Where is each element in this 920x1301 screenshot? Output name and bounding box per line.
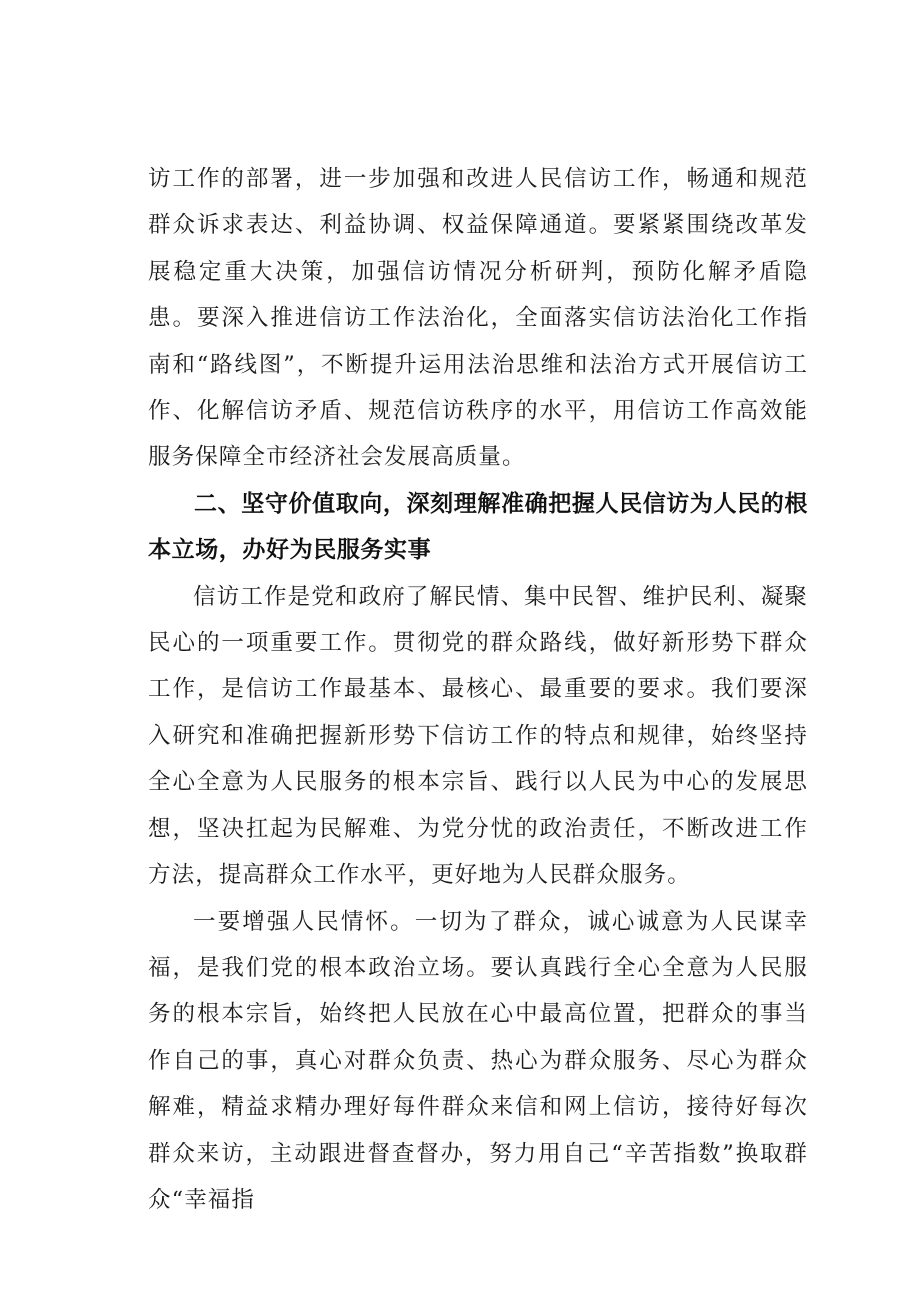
section-heading: 二、坚守价值取向，深刻理解准确把握人民信访为人民的根本立场，办好为民服务实事	[148, 490, 808, 564]
body-paragraph-2: 信访工作是党和政府了解民情、集中民智、维护民利、凝聚民心的一项重要工作。贯彻党的群众路线，做好新形势下群众工作，是信访工作最基本、最核心、最重要的要求。我们要深入研究和准确把握新形势下信访工作的特点和规律，始终坚持全心全意为人民服务的根本宗旨、践行以人民为中心的发展思想，坚决扛起为民解难、为党分忧的政治责任，不断改进工作方法，提高群众工作水平，更好地为人民群众服务。	[148, 583, 808, 889]
document-body	[148, 156, 808, 1223]
body-paragraph-1: 访工作的部署，进一步加强和改进人民信访工作，畅通和规范群众诉求表达、利益协调、权益保障通道。要紧紧围绕改革发展稳定重大决策，加强信访情况分析研判，预防化解矛盾隐患。要深入推进信访工作法治化，全面落实信访法治化工作指南和“路线图”，不断提升运用法治思维和法治方式开展信访工作、化解信访矛盾、规范信访秩序的水平，用信访工作高效能服务保障全市经济社会发展高质量。	[148, 166, 808, 471]
body-paragraph-3: 一要增强人民情怀。一切为了群众，诚心诚意为人民谋幸福，是我们党的根本政治立场。要认真践行全心全意为人民服务的根本宗旨，始终把人民放在心中最高位置，把群众的事当作自己的事，真心对群众负责、热心为群众服务、尽心为群众解难，精益求精办理好每件群众来信和网上信访，接待好每次群众来访，主动跟进督查督办，努力用自己“辛苦指数”换取群众“幸福指	[148, 908, 808, 1213]
